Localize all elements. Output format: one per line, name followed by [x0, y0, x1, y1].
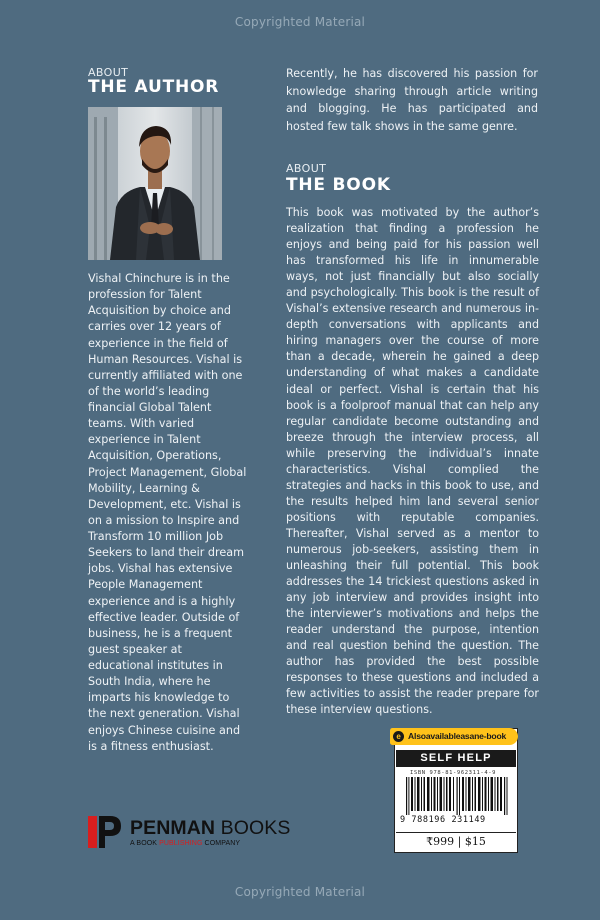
author-bio-continued: Recently, he has discovered his passion for knowledge sharing through article writing and blogging. He has participated and hosted few talk shows in the same genre. — [286, 67, 538, 133]
book-description: This book was motivated by the author’s realization that finding a profession he enjoys and being paid for his passion well has transformed his life in innumerable ways, not just financially but also socially and psychologically. This book is the result of Vishal’s extensive research and numerous in-depth conversations with applicants and hiring managers over the course of more than a decade, wherein he gained a deep understanding of what makes a candidate ideal or perfect. Vishal is certain that his book is a foolproof manual that can help any regular candidate become outstanding and breeze through the interview process, all while preserving the individual’s innate characteristics. Vishal complied the strategies and hacks in this book to use, and the results helped him land several senior positions with reputable companies. Thereafter, Vishal served as a mentor to numerous job-seekers, assisting them in unleashing their full potential. This book addresses the 14 trickiest questions asked in any job interview and provides insight into the interviewer’s motivations and helps the reader understand the purpose, intention and real question behind the question. The author has provided the best possible responses to these questions and included a few activities to assist the reader prepare for these interview questions. — [286, 206, 539, 717]
watermark-top: Copyrighted Material — [234, 15, 366, 29]
watermark-bottom: Copyrighted Material — [234, 885, 366, 899]
book-section-title: THE BOOK — [286, 175, 391, 195]
penman-p-logo-icon — [88, 816, 122, 848]
book-about-label: ABOUT — [286, 162, 327, 175]
author-bio: Vishal Chinchure is in the profession for Talent Acquisition by choice and carries over 12 years of experience in the field of Human Resources. Vishal is currently affiliated with one of the world’s leading financial Global Talent teams. With varied experience in Talent Acquisition, Operations, Project Management, Global Mobility, Learning & Development, etc. Vishal is on a mission to Inspire and Transform 10 million Job Seekers to land their dream jobs. Vishal has extensive People Management experience and is a highly effective leader. Outside of business, he is a frequent guest speaker at educational institutes in South India, where he imparts his knowledge to the next generation. Vishal enjoys Chinese cuisine and is a fitness enthusiast. — [88, 272, 247, 753]
price-label: ₹999 | $15 — [396, 832, 516, 850]
isbn-text: ISBN 978-81-962311-4-9 — [410, 770, 497, 776]
ebook-availability-text: Alsoavailableasane-book — [408, 731, 507, 741]
publisher-name: PENMAN BOOKS — [130, 817, 291, 839]
author-section-title: THE AUTHOR — [88, 77, 220, 97]
barcode-digits: 9 788196 231149 — [400, 815, 486, 825]
publisher-tagline: A BOOK PUBLISHING COMPANY — [130, 840, 241, 847]
barcode-icon — [406, 777, 510, 815]
author-about-label: ABOUT — [88, 66, 129, 79]
ebook-availability-tag — [390, 728, 518, 745]
e-book-icon: e — [393, 731, 404, 742]
genre-label: SELF HELP — [396, 750, 516, 767]
author-photo — [88, 107, 222, 260]
